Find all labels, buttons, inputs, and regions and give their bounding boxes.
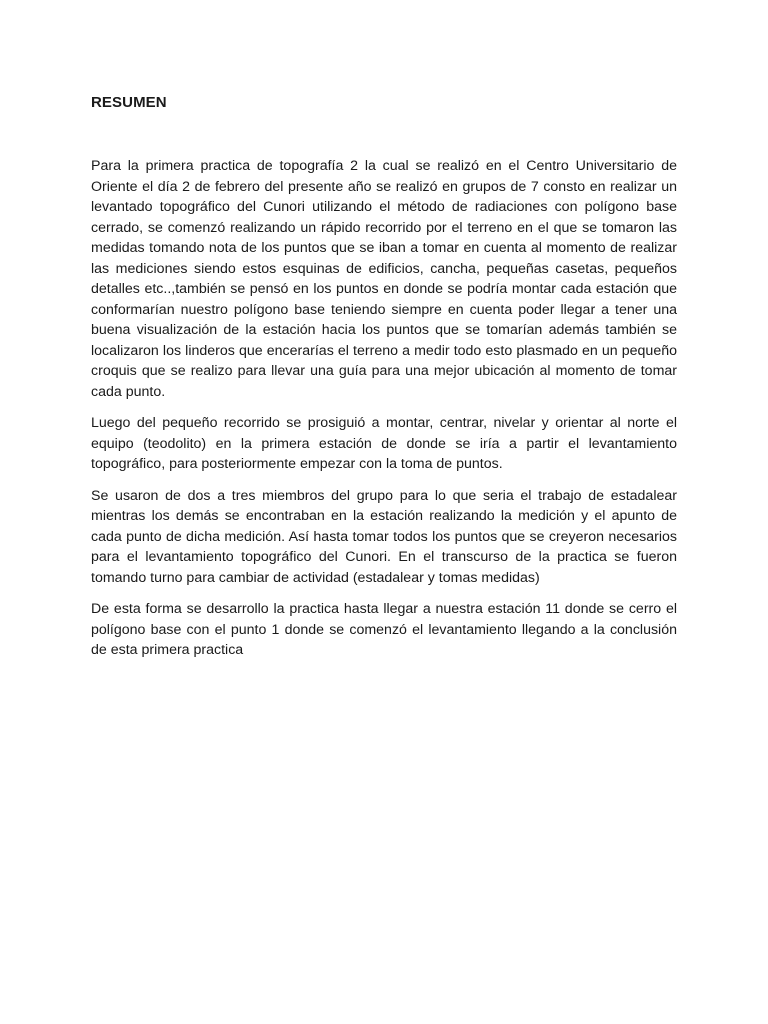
paragraph-2: Luego del pequeño recorrido se prosiguió a montar, centrar, nivelar y orientar al norte el equipo (teodolito) en la primera estación de donde se iría a partir el levantamiento topográfico, para posteriormente empezar con la toma de puntos. — [91, 415, 677, 472]
document-body — [91, 156, 677, 661]
paragraph-1: Para la primera practica de topografía 2 la cual se realizó en el Centro Universitario de Oriente el día 2 de febrero del presente año se realizó en grupos de 7 consto en realizar un levantado topográfico del Cunori utilizando el método de radiaciones con polígono base cerrado, se comenzó realizando un rápido recorrido por el terreno en el que se tomaron las medidas tomando nota de los puntos que se iban a tomar en cuenta al momento de realizar las mediciones siendo estos esquinas de edificios, cancha, pequeñas casetas, pequeños detalles etc..,también se pensó en los puntos en donde se podría montar cada estación que conformarían nuestro polígono base teniendo siempre en cuenta poder llegar a tener una buena visualización de la estación hacia los puntos que se tomarían además también se localizaron los linderos que encerarías el terreno a medir todo esto plasmado en un pequeño croquis que se realizo para llevar una guía para una mejor ubicación al momento de tomar cada punto. — [91, 158, 677, 400]
paragraph-3: Se usaron de dos a tres miembros del grupo para lo que seria el trabajo de estadalear mientras los demás se encontraban en la estación realizando la medición y el apunto de cada punto de dicha medición. Así hasta tomar todos los puntos que se creyeron necesarios para el levantamiento topográfico del Cunori. En el transcurso de la practica se fueron tomando turno para cambiar de actividad (estadalear y tomas medidas) — [91, 487, 677, 586]
document-page — [91, 94, 677, 672]
document-title: RESUMEN — [91, 94, 167, 111]
paragraph-4: De esta forma se desarrollo la practica hasta llegar a nuestra estación 11 donde se cerro el polígono base con el punto 1 donde se comenzó el levantamiento llegando a la conclusión de esta primera practica — [91, 601, 677, 658]
